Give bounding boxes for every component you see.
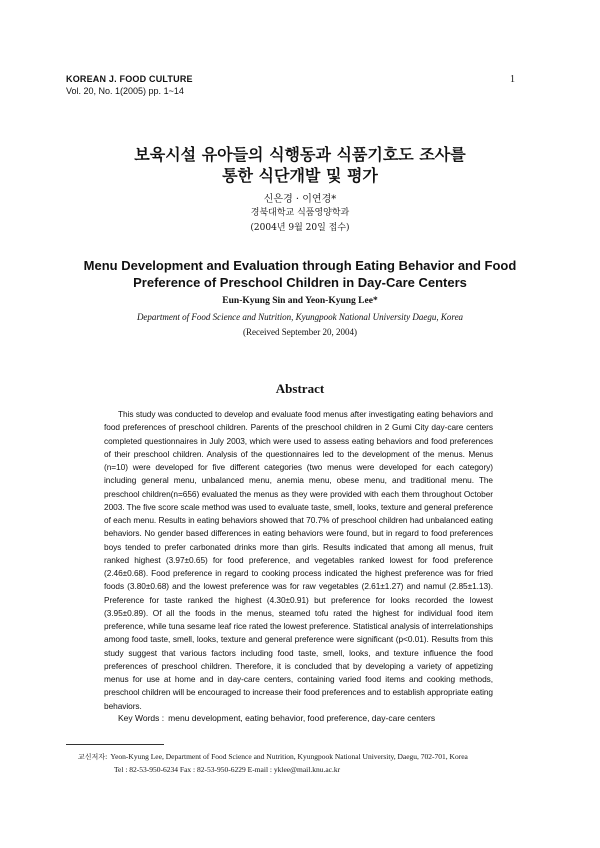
keywords-label: Key Words :: [118, 713, 165, 723]
korean-received-date: (2004년 9월 20일 접수): [250, 223, 350, 233]
english-title-line-1: Menu Development and Evaluation through Eating Behavior and Food: [83, 258, 517, 273]
english-received-date: (Received September 20, 2004): [243, 327, 357, 337]
english-affiliation: Department of Food Science and Nutrition, Kyungpook National University Daegu, Korea: [136, 312, 464, 322]
korean-title-line-1: 보육시설 유아들의 식행동과 식품기호도 조사를: [134, 145, 466, 164]
correspondence-line-1: [78, 752, 468, 762]
english-title: [0, 257, 600, 291]
keywords-text: menu development, eating behavior, food preference, day-care centers: [168, 713, 436, 723]
korean-authors: 신은경 · 이연경*: [263, 194, 337, 205]
journal-header: [66, 74, 193, 98]
korean-affiliation: 경북대학교 식품영양학과: [250, 208, 350, 218]
page-number: 1: [510, 74, 515, 85]
journal-volume: Vol. 20, No. 1(2005) pp. 1~14: [66, 86, 184, 96]
correspondence-label: 교신저자:: [78, 753, 108, 761]
correspondence-address: Yeon-Kyung Lee, Department of Food Science and Nutrition, Kyungpook National University, Daegu, 702-701, Korea: [110, 752, 468, 761]
abstract-heading: Abstract: [275, 381, 325, 396]
correspondence-contact: Tel : 82-53-950-6234 Fax : 82-53-950-6229 E-mail : yklee@mail.knu.ac.kr: [114, 765, 341, 774]
keywords: [118, 713, 435, 723]
footnote-divider: [66, 744, 164, 745]
abstract-body: This study was conducted to develop and evaluate food menus after investigating eating behaviors and food preferences of preschool children. Parents of the preschool children in 2 Gumi City day-care centers completed questionnaires in July 2003, which were used to assess eating behaviors and food preferences of their preschool children. Analysis of the questionnaires led to the development of the menus. Menus (n=10) were developed for five different categories (two menus were developed for each category) including general menu, unbalanced menu, anemia menu, obese menu, and traditional menu. The preschool children(n=656) evaluated the menus as they were provided with each them throughout October 2003. The five score scale method was used to evaluate taste, smell, looks, texture and general preference of each menu. Results in eating behaviors showed that 70.7% of preschool children had unbalanced eating behaviors. No gender based differences in eating behaviors were found, but in regard to food preferences boys tended to prefer carbonated drinks more than girls. Results indicated that among all menus, fruit ranked highest (3.97±0.65) for food preference, and vegetables ranked lowest for food preference (2.46±0.68). Food preference in regard to cooking process indicated the highest preference was for fried foods (3.80±0.68) and the lowest preference was for raw vegetables (2.61±1.27) and namul (2.85±1.13). Preference for taste ranked the highest (4.30±0.91) but preference for looks recorded the lowest (3.95±0.89). Of all the foods in the menus, steamed tofu rated the highest for individual food item preference, while tuna sesame leaf rice rated the lowest preference. Statistical analysis of interrelationships among food taste, smell, looks, texture and general preference were significant (p<0.01). Results from this study suggest that various factors including food taste, smell, looks, and texture influence the food preferences of preschool children. Therefore, it is concluded that by developing a variety of appetizing menus for use at home and in day-care centers, containing varied food items and cooking methods, preschool children will be encouraged to increase their food preferences and to establish appropriate eating behaviors.: [104, 409, 493, 711]
journal-name: KOREAN J. FOOD CULTURE: [66, 74, 193, 84]
korean-title: [0, 144, 600, 186]
english-authors: Eun-Kyung Sin and Yeon-Kyung Lee*: [222, 296, 378, 306]
korean-title-line-2: 통한 식단개발 및 평가: [222, 166, 378, 185]
english-title-line-2: Preference of Preschool Children in Day-Care Centers: [133, 275, 467, 290]
